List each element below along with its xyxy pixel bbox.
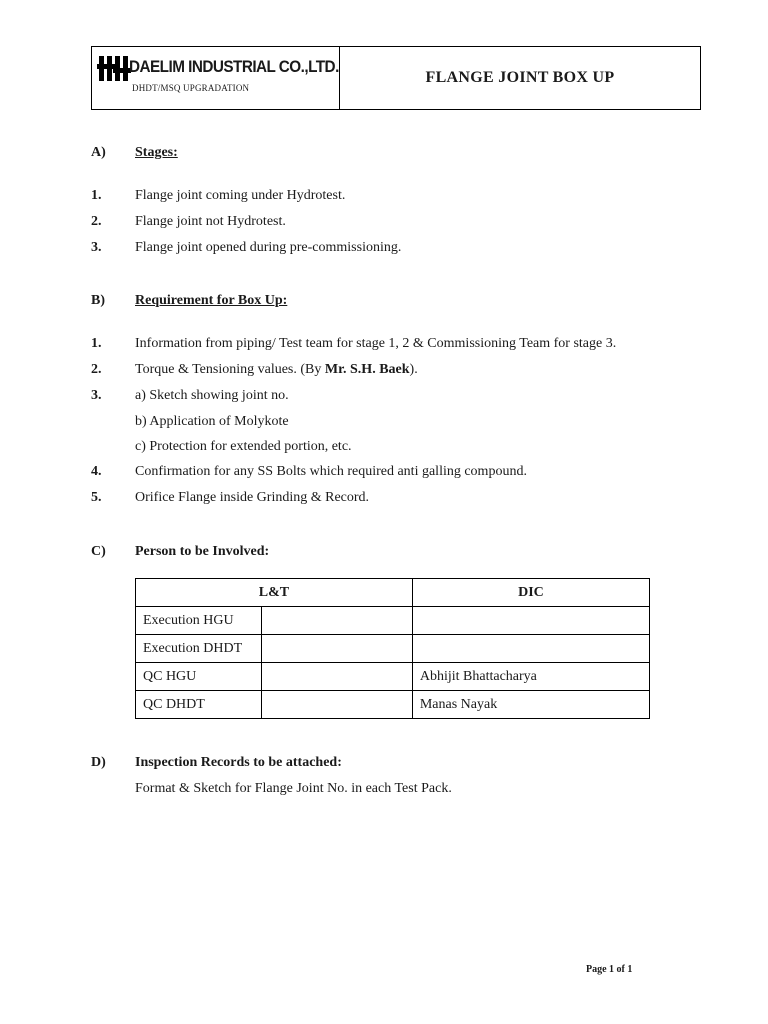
requirement-3c-text: c) Protection for extended portion, etc. [135, 439, 352, 454]
persons-table [135, 578, 650, 719]
requirement-2-text [135, 362, 418, 378]
daelim-logo-icon [97, 53, 131, 83]
row-role: Execution HGU [136, 607, 262, 635]
stage-2-text: Flange joint not Hydrotest. [135, 214, 286, 229]
section-b-letter: B) [91, 293, 105, 308]
requirement-5-number: 5. [91, 490, 102, 505]
requirement-2-text-end: ). [409, 362, 418, 377]
requirement-3b-text: b) Application of Molykote [135, 414, 289, 429]
requirement-1-text: Information from piping/ Test team for stage 1, 2 & Commissioning Team for stage 3. [135, 336, 617, 351]
row-lt-person [261, 663, 412, 691]
row-lt-person [261, 691, 412, 719]
row-role: Execution DHDT [136, 635, 262, 663]
requirement-2-person: Mr. S.H. Baek [324, 362, 410, 377]
requirement-4-number: 4. [91, 464, 102, 479]
table-row [136, 663, 650, 691]
section-d-letter: D) [91, 755, 106, 770]
company-name: DAELIM INDUSTRIAL CO.,LTD. [129, 57, 339, 76]
section-d-text: Format & Sketch for Flange Joint No. in each Test Pack. [135, 781, 452, 796]
header-dic: DIC [412, 579, 649, 607]
stage-3-number: 3. [91, 240, 102, 255]
project-name: DHDT/MSQ UPGRADATION [132, 83, 250, 93]
table-row [136, 691, 650, 719]
stage-1-text: Flange joint coming under Hydrotest. [135, 188, 346, 203]
requirement-2-text-start: Torque & Tensioning values. (By [135, 362, 325, 377]
stage-2-number: 2. [91, 214, 102, 229]
requirement-1-number: 1. [91, 336, 102, 351]
document-title: FLANGE JOINT BOX UP [425, 69, 615, 86]
section-c-letter: C) [91, 544, 106, 559]
row-dic-person: Abhijit Bhattacharya [412, 663, 649, 691]
row-role: QC DHDT [136, 691, 262, 719]
row-lt-person [261, 607, 412, 635]
row-dic-person [412, 607, 649, 635]
row-dic-person [412, 635, 649, 663]
header-lt: L&T [136, 579, 413, 607]
table-row [136, 635, 650, 663]
page-number: Page 1 of 1 [586, 964, 633, 975]
section-d-title: Inspection Records to be attached: [135, 755, 342, 770]
row-role: QC HGU [136, 663, 262, 691]
section-a-letter: A) [91, 145, 106, 160]
document-header [91, 46, 701, 110]
table-row [136, 607, 650, 635]
section-b-title: Requirement for Box Up: [135, 293, 288, 308]
table-header-row [136, 579, 650, 607]
stage-1-number: 1. [91, 188, 102, 203]
requirement-3-number: 3. [91, 388, 102, 403]
stage-3-text: Flange joint opened during pre-commissioning. [135, 240, 402, 255]
section-a-title: Stages: [135, 145, 178, 160]
section-c-title: Person to be Involved: [135, 544, 270, 559]
row-dic-person: Manas Nayak [412, 691, 649, 719]
requirement-3a-text: a) Sketch showing joint no. [135, 388, 289, 403]
requirement-4-text: Confirmation for any SS Bolts which required anti galling compound. [135, 464, 527, 479]
requirement-5-text: Orifice Flange inside Grinding & Record. [135, 490, 370, 505]
row-lt-person [261, 635, 412, 663]
requirement-2-number: 2. [91, 362, 102, 377]
